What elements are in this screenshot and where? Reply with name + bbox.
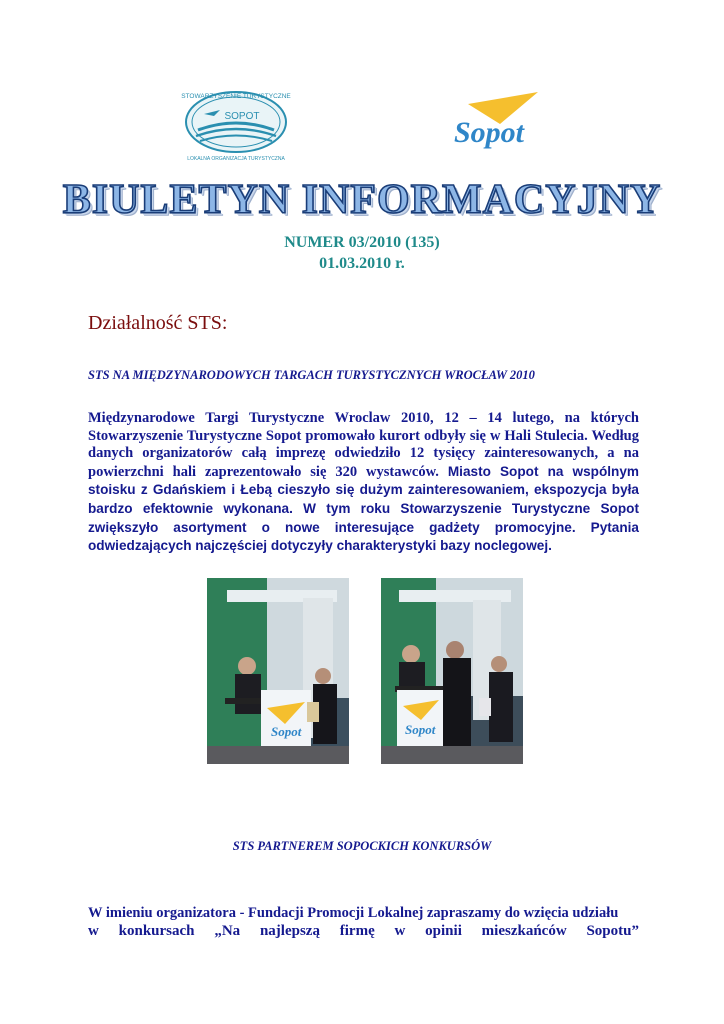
word: w (88, 923, 99, 939)
word: opinii (425, 923, 462, 939)
article-body-2-line1: W imieniu organizatora - Fundacji Promocji Lokalnej zapraszamy do wzięcia udziału (88, 905, 619, 921)
word: „Na (214, 923, 241, 939)
word: Sopotu” (586, 923, 639, 939)
article-body (88, 410, 639, 556)
booth-sign-right: Sopot (405, 722, 436, 737)
masthead (0, 176, 724, 224)
booth-photo-right (381, 578, 523, 764)
word: mieszkańców (481, 923, 567, 939)
article-body-part1: Międzynarodowe Targi Turystyczne Wroclaw 2010, 12 – 14 lutego, na których Stowarzyszenie Turystyczne Sopot promowało kurort odbyły się w Hali Stulecia. Według danych organizatorów całą imprezę odwiedziło 12 tysięcy zainteresowanych, a na powierzchni hali zaprezentowało się 320 wystawców. (88, 410, 639, 480)
word: najlepszą (259, 923, 320, 939)
article-heading: STS NA MIĘDZYNARODOWYCH TARGACH TURYSTYCZNYCH WROCŁAW 2010 (88, 368, 535, 382)
word: konkursach (118, 923, 195, 939)
sopot-logo (440, 86, 546, 160)
word: w (394, 923, 406, 939)
sts-logo-name: SOPOT (224, 111, 260, 122)
issue-number: NUMER 03/2010 (135) (284, 234, 440, 251)
section-heading: Działalność STS: (88, 312, 228, 334)
booth-photo-left (207, 578, 349, 764)
sopot-wordmark: Sopot (454, 116, 525, 149)
word: firmę (339, 923, 375, 939)
booth-sign-left: Sopot (271, 724, 302, 739)
sts-logo (180, 86, 292, 164)
issue-date: 01.03.2010 r. (319, 255, 405, 272)
article-body-2-line2 (88, 923, 639, 940)
sts-logo-footer: LOKALNA ORGANIZACJA TURYSTYCZNA (187, 156, 285, 162)
article-heading-2: STS PARTNEREM SOPOCKICH KONKURSÓW (232, 839, 492, 853)
page-title: BIULETYN INFORMACYJNY (62, 177, 662, 223)
article-body-part2: Miasto Sopot na wspólnym stoisku z Gdańskiem i Łebą cieszyło się dużym zainteresowaniem, ekspozycja była bardzo efektownie wykonana. W tym roku Stowarzyszenie Turystyczne Sopot zwiększyło asortyment o nowe interesujące gadżety promocyjne. Pytania odwiedzających najczęściej dotyczyły charakterystyki bazy noclegowej. (88, 463, 639, 554)
sts-logo-arc-text: STOWARZYSZENIE TURYSTYCZNE (181, 93, 291, 100)
